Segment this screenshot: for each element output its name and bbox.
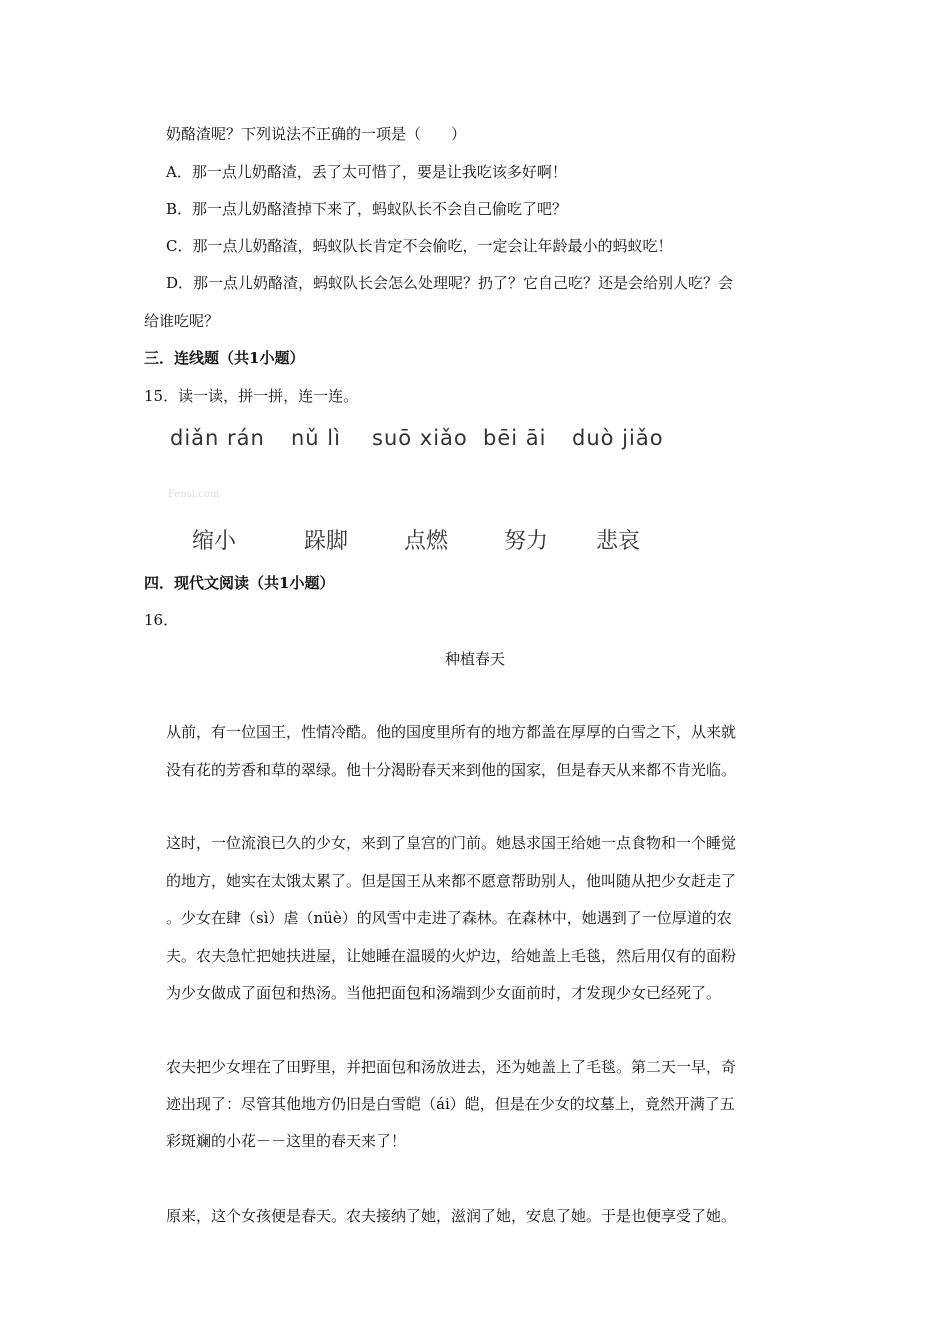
passage-line: 从前，有一位国王，性情冷酷。他的国度里所有的地方都盖在厚厚的白雪之下，从来就 — [166, 723, 737, 741]
passage-line: 原来，这个女孩便是春天。农夫接纳了她，滋润了她，安息了她。于是也便享受了她。 — [166, 1207, 737, 1225]
pinyin-item: suō xiǎo — [372, 426, 468, 450]
word-item: 点燃 — [404, 529, 449, 554]
word-item: 缩小 — [192, 529, 237, 554]
q15-stem: 15．读一读，拼一拼，连一连。 — [144, 387, 359, 405]
passage-line: 迹出现了：尽管其他地方仍旧是白雪皑（ái）皑，但是在少女的坟墓上，竟然开满了五 — [166, 1095, 735, 1113]
word-item: 努力 — [504, 529, 549, 554]
q14-option-a: A．那一点儿奶酪渣，丢了太可惜了，要是让我吃该多好啊！ — [166, 163, 567, 181]
passage-line: 为少女做成了面包和热汤。当他把面包和汤端到少女面前时，才发现少女已经死了。 — [166, 984, 722, 1002]
passage-title: 种植春天 — [444, 650, 505, 668]
passage-line: 彩斑斓的小花－－这里的春天来了！ — [166, 1132, 407, 1150]
q14-stem-continuation: 奶酪渣呢？下列说法不正确的一项是（ ） — [166, 125, 467, 143]
q14-option-d-continuation: 给谁吃呢？ — [144, 312, 220, 330]
word-item: 悲哀 — [596, 529, 641, 554]
passage-line: 农夫把少女埋在了田野里，并把面包和汤放进去，还为她盖上了毛毯。第二天一早，奇 — [166, 1058, 737, 1076]
section4-heading: 四．现代文阅读（共1小题） — [144, 574, 335, 592]
pinyin-item: diǎn rán — [170, 426, 265, 450]
pinyin-item: nǔ lì — [291, 426, 341, 450]
q14-option-b: B．那一点儿奶酪渣掉下来了，蚂蚁队长不会自己偷吃了吧？ — [166, 200, 568, 218]
pinyin-item: bēi āi — [483, 426, 547, 450]
pinyin-item: duò jiǎo — [572, 426, 664, 450]
q14-option-d: D．那一点儿奶酪渣，蚂蚁队长会怎么处理呢？扔了？它自己吃？还是会给别人吃？会 — [166, 274, 734, 292]
passage-line: 这时，一位流浪已久的少女，来到了皇宫的门前。她恳求国王给她一点食物和一个睡觉 — [166, 834, 737, 852]
q14-option-c: C．那一点儿奶酪渣，蚂蚁队长肯定不会偷吃，一定会让年龄最小的蚂蚁吃！ — [166, 237, 673, 255]
passage-line: 夫。农夫急忙把她扶进屋，让她睡在温暖的火炉边，给她盖上毛毯，然后用仅有的面粉 — [166, 947, 737, 965]
passage-line: 的地方，她实在太饿太累了。但是国王从来都不愿意帮助别人，他叫随从把少女赶走了 — [166, 872, 737, 890]
word-item: 跺脚 — [304, 529, 349, 554]
section3-heading: 三．连线题（共1小题） — [144, 349, 305, 367]
q16-number: 16． — [144, 611, 179, 629]
passage-line: 没有花的芳香和草的翠绿。他十分渴盼春天来到他的国家，但是春天从来都不肯光临。 — [166, 761, 737, 779]
faint-watermark: Fensi.com — [168, 489, 220, 500]
passage-line: 。少女在肆（sì）虐（nüè）的风雪中走进了森林。在森林中，她遇到了一位厚道的农 — [166, 909, 732, 927]
